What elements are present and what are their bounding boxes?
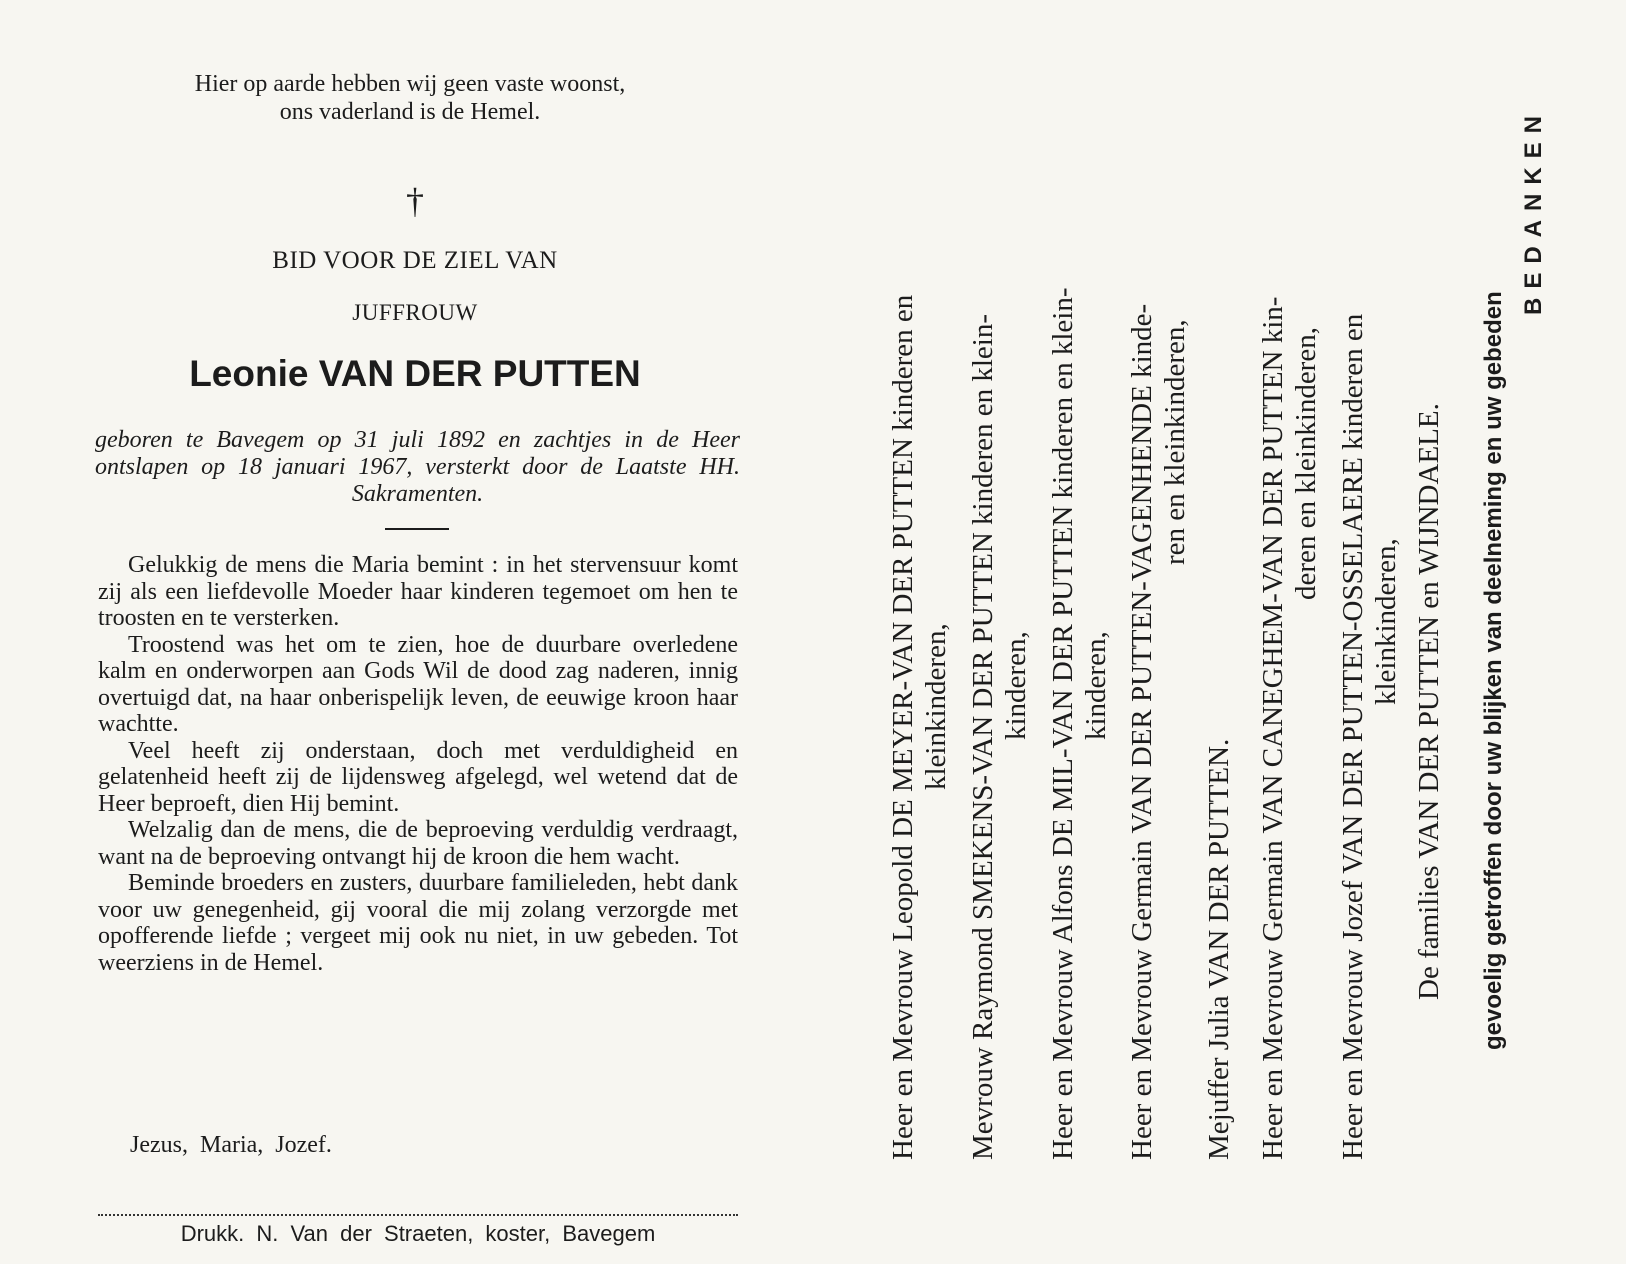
family-line: Heer en Mevrouw Leopold DE MEYER-VAN DER PUTTEN kinderen en: [887, 294, 919, 1160]
paragraph: Gelukkig de mens die Maria bemint : in het stervensuur komt zij als een liefdevolle Moeder haar kinderen tegemoet om hen te troosten en te versterken.: [98, 552, 738, 631]
family-line: kinderen,: [1080, 631, 1112, 740]
family-line: Heer en Mevrouw Germain VAN CANEGHEM-VAN DER PUTTEN kin-: [1257, 296, 1289, 1160]
title-heading: JUFFROUW: [352, 300, 478, 325]
family-line: Mevrouw Raymond SMEKENS-VAN DER PUTTEN kinderen en klein-: [967, 313, 999, 1160]
family-entry: [1203, 739, 1236, 1160]
family-entry: [1337, 314, 1403, 1160]
pray-heading: BID VOOR DE ZIEL VAN: [272, 247, 558, 274]
paragraph: Beminde broeders en zusters, duurbare familieleden, hebt dank voor uw genegenheid, gij vooral die mij zolang verzorgde met opofferende liefde ; vergeet mij ook nu niet, in uw gebeden. Tot weerziens in de Hemel.: [98, 870, 738, 976]
right-panel: [820, 0, 1626, 1264]
family-entry: [887, 295, 953, 1160]
family-entry: [1257, 297, 1323, 1160]
family-line: ren en kleinkinderen,: [1159, 319, 1191, 565]
signoff: Jezus, Maria, Jozef.: [130, 1132, 332, 1158]
paragraph: Welzalig dan de mens, die de beproeving verduldig verdraagt, want na de beproeving ontvangt hij de kroon die hem wacht.: [98, 817, 738, 870]
paragraph: Troostend was het om te zien, hoe de duurbare overledene kalm en onderworpen aan Gods Wil de dood zag naderen, innig overtuigd dat, na haar onberispelijk leven, de eeuwige kroon haar wachtte.: [98, 631, 738, 737]
paragraph: Veel heeft zij onderstaan, doch met verduldigheid en gelatenheid heeft zij de lijdensweg afgelegd, wel wetend dat de Heer beproeft, dien Hij bemint.: [98, 737, 738, 817]
family-line: Heer en Mevrouw Alfons DE MIL-VAN DER PUTTEN kinderen en klein-: [1047, 287, 1079, 1160]
birth-death-text: geboren te Bavegem op 31 juli 1892 en zachtjes in de Heer ontslapen op 18 januari 1967, versterkt door de Laatste HH. Sakramenten.: [95, 427, 740, 507]
bedanken-heading: BEDANKEN: [1520, 106, 1547, 315]
cross-icon: †: [406, 181, 424, 221]
printer-credit: Drukk. N. Van der Straeten, koster, Bavegem: [180, 1221, 656, 1246]
family-line: kleinkinderen,: [1370, 538, 1402, 705]
motto-line-1: Hier op aarde hebben wij geen vaste woonst,: [194, 71, 626, 97]
family-line: kleinkinderen,: [920, 623, 952, 790]
family-line: Heer en Mevrouw Germain VAN DER PUTTEN-VAGENHENDE kinde-: [1126, 303, 1158, 1160]
family-line: deren en kleinkinderen,: [1290, 327, 1322, 600]
thanks-text: gevoelig getroffen door uw blijken van deelneming en uw gebeden: [1480, 291, 1507, 1050]
family-line: De families VAN DER PUTTEN en WIJNDAELE.: [1413, 403, 1445, 1000]
body-text: [98, 552, 738, 976]
family-line: Heer en Mevrouw Jozef VAN DER PUTTEN-OSSELAERE kinderen en: [1337, 313, 1369, 1160]
family-entry: [1413, 403, 1446, 1000]
family-entry: [1126, 304, 1192, 1160]
family-line: Mejuffer Julia VAN DER PUTTEN.: [1203, 738, 1235, 1160]
family-entry: [967, 314, 1033, 1160]
deceased-name: Leonie VAN DER PUTTEN: [189, 353, 641, 394]
family-entry: [1047, 287, 1113, 1160]
dotted-divider: [98, 1214, 738, 1216]
motto-line-2: ons vaderland is de Hemel.: [279, 99, 541, 125]
family-line: kinderen,: [1000, 631, 1032, 740]
divider: [385, 528, 449, 530]
